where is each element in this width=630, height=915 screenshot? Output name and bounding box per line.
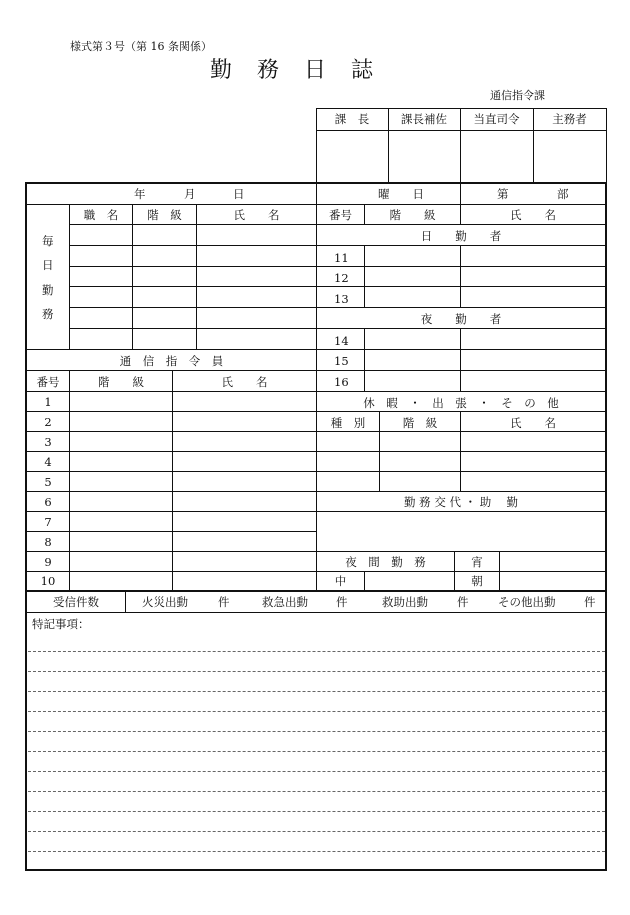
approval-header-duty-commander: 当直司令 [473, 112, 520, 126]
page-title: 勤 務 日 誌 [210, 58, 373, 83]
night-duty-title: 夜 間 勤 務 [345, 555, 426, 569]
approval-header-clerk: 主務者 [552, 112, 587, 126]
approval-stamp-clerk[interactable] [534, 131, 606, 182]
dispatcher-row-number: 5 [44, 475, 52, 489]
approval-header-deputy: 課長補佐 [401, 112, 447, 126]
fire-dispatch-label: 火災出動 [142, 595, 188, 609]
date-input-area[interactable] [27, 184, 316, 204]
col-header-position: 職 名 [83, 208, 119, 222]
col-header-name: 氏 名 [221, 375, 268, 389]
roster-row-number: 11 [334, 251, 349, 265]
remarks-input-area[interactable] [27, 634, 605, 868]
dispatcher-row-number: 7 [44, 515, 52, 529]
daily-duty-label-1: 毎 [42, 234, 54, 248]
rescue-dispatch-label: 救助出動 [382, 595, 428, 609]
col-header-type: 種 別 [330, 416, 366, 430]
col-header-number: 番号 [36, 375, 60, 389]
day-shift-title: 日 勤 者 [420, 229, 502, 243]
night-duty-morning: 朝 [471, 574, 483, 588]
approval-header-chief: 課 長 [334, 112, 370, 126]
dispatcher-row-number: 10 [40, 574, 56, 588]
dispatcher-row-number: 1 [44, 395, 52, 409]
form-number: 様式第３号（第 16 条関係） [70, 40, 212, 53]
remarks-label: 特記事項： [32, 617, 90, 631]
dispatcher-row-number: 9 [44, 555, 52, 569]
approval-stamp-deputy[interactable] [389, 131, 460, 182]
daily-duty-label-2: 日 [42, 258, 54, 272]
roster-row-number: 12 [334, 271, 349, 285]
emergency-dispatch-label: 救急出動 [262, 595, 308, 609]
night-shift-title: 夜 勤 者 [420, 312, 502, 326]
col-header-rank: 階 級 [389, 208, 436, 222]
dispatch-count-label: 受信件数 [53, 595, 99, 609]
approval-stamp-chief[interactable] [317, 131, 388, 182]
date-month-label: 月 [184, 187, 196, 201]
dispatcher-row-number: 8 [44, 535, 52, 549]
other-dispatch-label: その他出動 [498, 595, 556, 609]
daily-duty-label-3: 勤 [42, 283, 54, 297]
col-header-name: 氏 名 [510, 416, 556, 430]
shift-number-label: 第 [497, 187, 509, 201]
dispatcher-row-number: 6 [44, 495, 52, 509]
department-label: 通信指令課 [490, 89, 545, 102]
col-header-name: 氏 名 [233, 208, 280, 222]
dispatcher-row-number: 3 [44, 435, 52, 449]
col-header-rank: 階 級 [402, 416, 438, 430]
col-header-name: 氏 名 [510, 208, 556, 222]
col-header-rank: 階 級 [98, 375, 144, 389]
roster-row-number: 13 [334, 292, 349, 306]
dispatch-unit: 件 [584, 595, 596, 609]
night-duty-evening: 宵 [471, 555, 483, 569]
roster-row-number: 15 [334, 354, 349, 368]
roster-row-number: 14 [334, 334, 349, 348]
leave-title: 休 暇 ・ 出 張 ・ そ の 他 [363, 396, 559, 410]
night-duty-midnight: 中 [334, 574, 347, 588]
dispatchers-title: 通 信 指 令 員 [119, 354, 224, 368]
dispatcher-row-number: 4 [44, 455, 52, 469]
date-year-label: 年 [134, 187, 146, 201]
dispatch-unit: 件 [336, 595, 348, 609]
dispatcher-row-number: 2 [44, 415, 52, 429]
dispatch-unit: 件 [457, 595, 469, 609]
approval-stamp-duty-commander[interactable] [461, 131, 533, 182]
roster-row-number: 16 [334, 375, 349, 389]
shift-unit-label: 部 [557, 187, 569, 201]
date-day-label: 日 [233, 187, 245, 201]
col-header-rank: 階 級 [147, 208, 182, 222]
shift-change-title: 勤 務 交 代 ・ 助 勤 [404, 495, 518, 509]
dispatch-unit: 件 [218, 595, 230, 609]
col-header-number: 番号 [329, 208, 352, 222]
daily-duty-label-4: 務 [42, 307, 54, 321]
weekday-label: 曜 日 [378, 187, 424, 201]
